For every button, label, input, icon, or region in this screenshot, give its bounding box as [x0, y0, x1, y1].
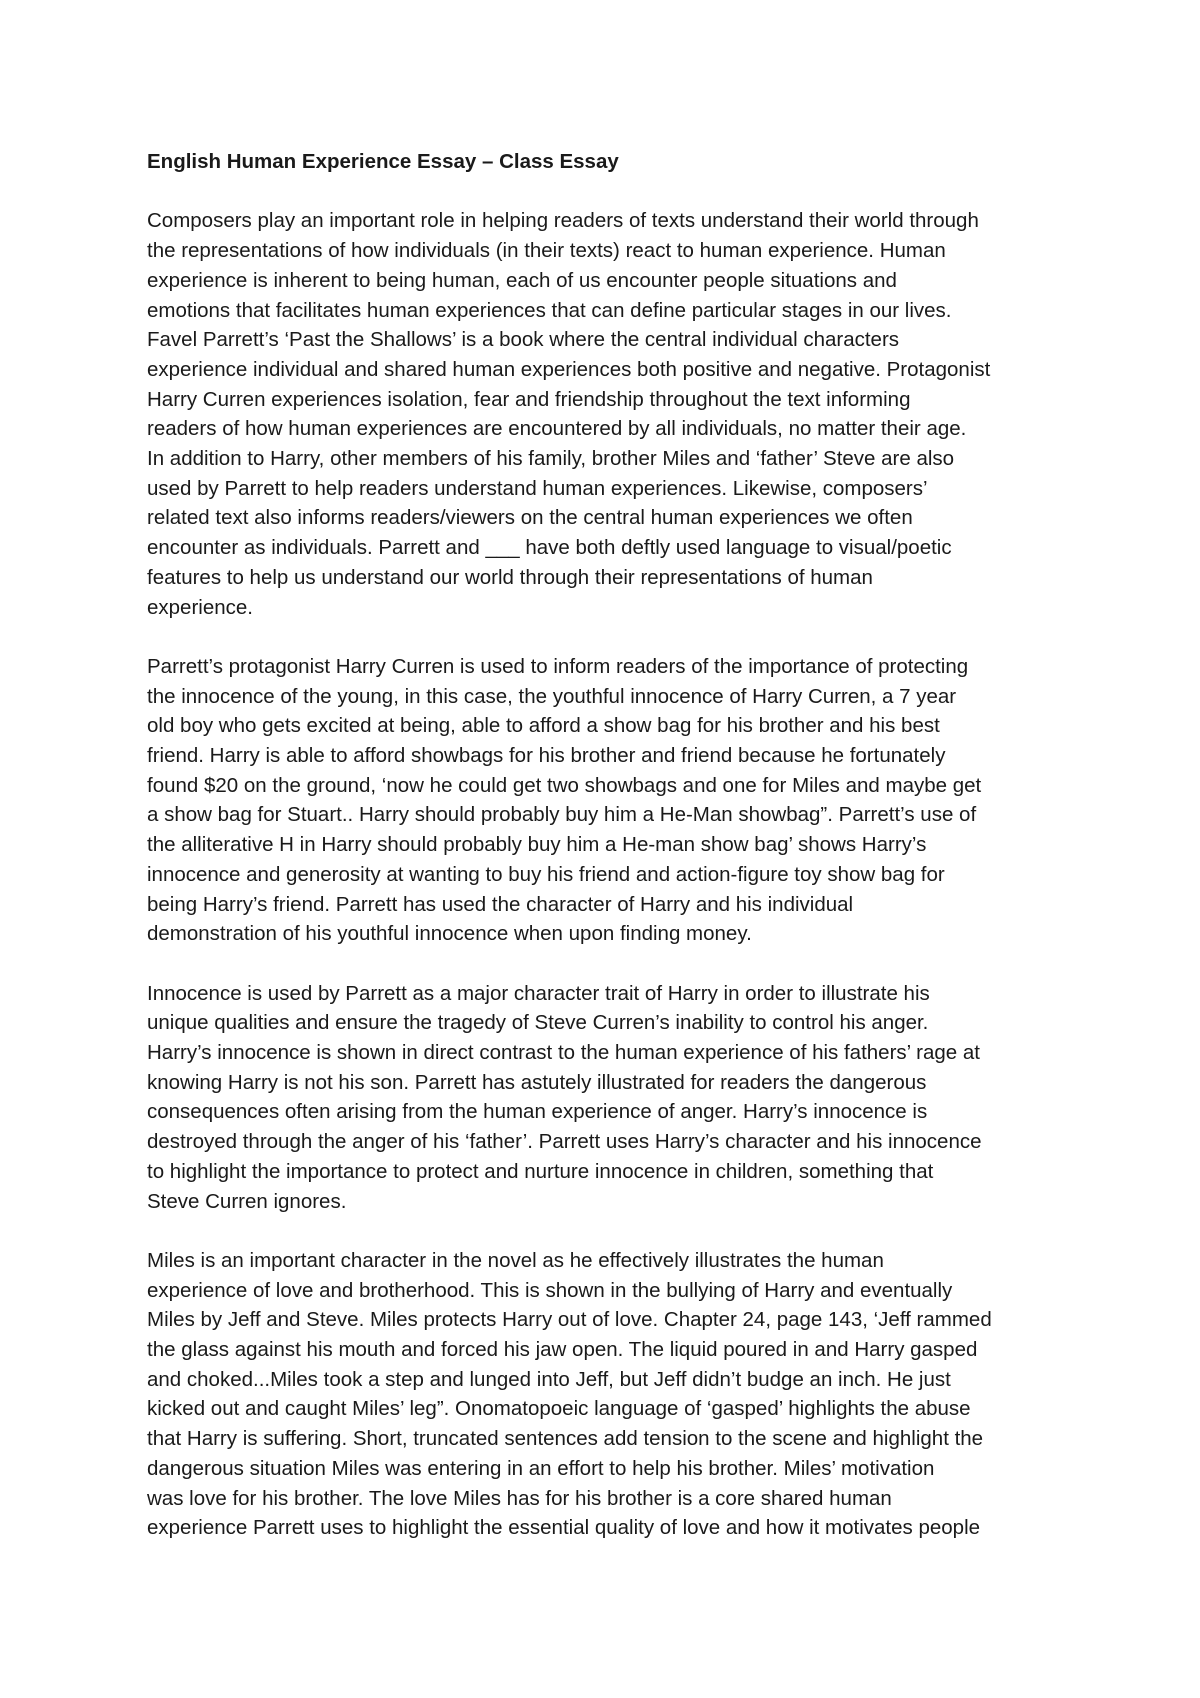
- paragraph-line: to highlight the importance to protect and nurture innocence in children, something that: [147, 1159, 934, 1183]
- paragraph-line: In addition to Harry, other members of his family, brother Miles and ‘father’ Steve are also: [147, 447, 955, 471]
- paragraph-line: that Harry is suffering. Short, truncated sentences add tension to the scene and highlight the: [147, 1427, 984, 1451]
- paragraph-line: experience.: [147, 595, 253, 619]
- essay-paragraphs: [147, 206, 1067, 1543]
- paragraph-line: Steve Curren ignores.: [147, 1189, 347, 1213]
- paragraph-line: related text also informs readers/viewers on the central human experiences we often: [147, 506, 913, 530]
- paragraph-line: experience individual and shared human experiences both positive and negative. Protagonist: [147, 357, 991, 381]
- essay-paragraph-3: [147, 979, 1067, 1217]
- paragraph-line: Composers play an important role in helping readers of texts understand their world through: [147, 209, 979, 233]
- paragraph-line: dangerous situation Miles was entering in an effort to help his brother. Miles’ motivation: [147, 1456, 935, 1480]
- paragraph-line: and choked...Miles took a step and lunged into Jeff, but Jeff didn’t budge an inch. He just: [147, 1367, 951, 1391]
- paragraph-line: the alliterative H in Harry should probably buy him a He-man show bag’ shows Harry’s: [147, 833, 927, 857]
- essay-paragraph-1: [147, 206, 1067, 622]
- essay-title: English Human Experience Essay – Class Essay: [147, 150, 619, 173]
- essay-paragraph-2: [147, 652, 1067, 949]
- paragraph-line: emotions that facilitates human experiences that can define particular stages in our lives.: [147, 298, 952, 322]
- paragraph-line: experience is inherent to being human, each of us encounter people situations and: [147, 268, 897, 292]
- paragraph-line: experience of love and brotherhood. This is shown in the bullying of Harry and eventually: [147, 1278, 953, 1302]
- paragraph-line: Favel Parrett’s ‘Past the Shallows’ is a book where the central individual characters: [147, 328, 900, 352]
- paragraph-line: knowing Harry is not his son. Parrett has astutely illustrated for readers the dangerous: [147, 1070, 927, 1094]
- paragraph-line: the innocence of the young, in this case, the youthful innocence of Harry Curren, a 7 year: [147, 684, 957, 708]
- paragraph-line: readers of how human experiences are encountered by all individuals, no matter their age.: [147, 417, 967, 441]
- paragraph-line: Harry Curren experiences isolation, fear and friendship throughout the text informing: [147, 387, 911, 411]
- paragraph-line: Miles is an important character in the novel as he effectively illustrates the human: [147, 1248, 884, 1272]
- paragraph-line: encounter as individuals. Parrett and ___ have both deftly used language to visual/poetic: [147, 536, 952, 560]
- paragraph-line: old boy who gets excited at being, able to afford a show bag for his brother and his best: [147, 714, 940, 738]
- paragraph-line: demonstration of his youthful innocence when upon finding money.: [147, 922, 752, 946]
- paragraph-line: innocence and generosity at wanting to buy his friend and action-figure toy show bag for: [147, 862, 945, 886]
- paragraph-line: Harry’s innocence is shown in direct contrast to the human experience of his fathers’ rage at: [147, 1041, 980, 1065]
- paragraph-line: found $20 on the ground, ‘now he could get two showbags and one for Miles and maybe get: [147, 773, 982, 797]
- paragraph-line: the glass against his mouth and forced his jaw open. The liquid poured in and Harry gasped: [147, 1338, 978, 1362]
- paragraph-line: destroyed through the anger of his ‘father’. Parrett uses Harry’s character and his innocence: [147, 1130, 982, 1154]
- paragraph-line: used by Parrett to help readers understand human experiences. Likewise, composers’: [147, 476, 928, 500]
- paragraph-line: consequences often arising from the human experience of anger. Harry’s innocence is: [147, 1100, 928, 1124]
- essay-body: [147, 147, 1067, 1573]
- paragraph-line: was love for his brother. The love Miles has for his brother is a core shared human: [147, 1486, 892, 1510]
- paragraph-line: Innocence is used by Parrett as a major character trait of Harry in order to illustrate his: [147, 981, 930, 1005]
- paragraph-line: Miles by Jeff and Steve. Miles protects Harry out of love. Chapter 24, page 143, ‘Jeff rammed: [147, 1308, 992, 1332]
- paragraph-line: experience Parrett uses to highlight the essential quality of love and how it motivates people: [147, 1516, 981, 1540]
- essay-paragraph-4: [147, 1246, 1067, 1543]
- paragraph-line: unique qualities and ensure the tragedy of Steve Curren’s inability to control his anger.: [147, 1011, 929, 1035]
- paragraph-line: friend. Harry is able to afford showbags for his brother and friend because he fortunately: [147, 744, 946, 768]
- paragraph-line: kicked out and caught Miles’ leg”. Onomatopoeic language of ‘gasped’ highlights the abuse: [147, 1397, 971, 1421]
- paragraph-line: a show bag for Stuart.. Harry should probably buy him a He-Man showbag”. Parrett’s use of: [147, 803, 977, 827]
- paragraph-line: being Harry’s friend. Parrett has used the character of Harry and his individual: [147, 892, 854, 916]
- paragraph-line: Parrett’s protagonist Harry Curren is used to inform readers of the importance of protecting: [147, 654, 969, 678]
- paragraph-line: features to help us understand our world through their representations of human: [147, 565, 873, 589]
- paragraph-line: the representations of how individuals (in their texts) react to human experience. Human: [147, 239, 946, 263]
